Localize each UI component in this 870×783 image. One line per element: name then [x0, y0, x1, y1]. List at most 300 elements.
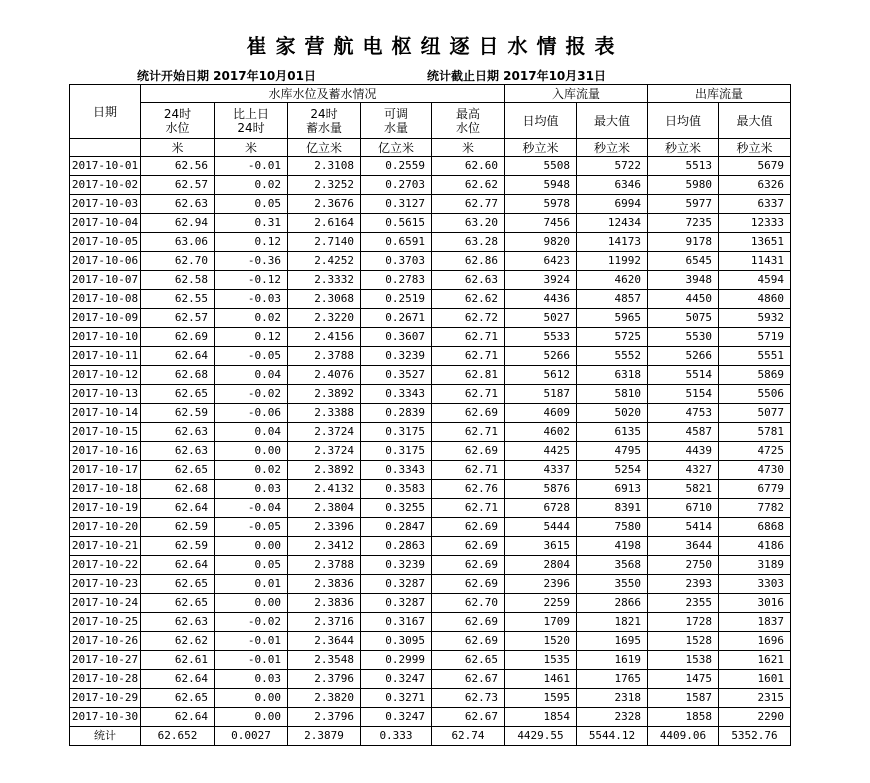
value-cell: 0.333	[361, 727, 432, 746]
date-cell: 2017-10-23	[70, 575, 141, 594]
value-cell: 3644	[648, 537, 719, 556]
value-cell: 1520	[505, 632, 577, 651]
value-cell: 5977	[648, 195, 719, 214]
value-cell: 5781	[719, 423, 791, 442]
value-cell: 4425	[505, 442, 577, 461]
unit-cell: 亿立米	[288, 139, 361, 157]
value-cell: 0.03	[215, 670, 288, 689]
value-cell: 0.0027	[215, 727, 288, 746]
value-cell: 0.2863	[361, 537, 432, 556]
value-cell: 62.61	[141, 651, 215, 670]
value-cell: 6994	[577, 195, 648, 214]
value-cell: 0.3255	[361, 499, 432, 518]
value-cell: 0.3271	[361, 689, 432, 708]
value-cell: 62.62	[432, 290, 505, 309]
value-cell: 3189	[719, 556, 791, 575]
value-cell: 3615	[505, 537, 577, 556]
report-title: 崔家营航电枢纽逐日水情报表	[246, 34, 624, 58]
value-cell: 62.64	[141, 556, 215, 575]
value-cell: 0.2999	[361, 651, 432, 670]
value-cell: 2259	[505, 594, 577, 613]
value-cell: 4450	[648, 290, 719, 309]
value-cell: 5077	[719, 404, 791, 423]
value-cell: 7580	[577, 518, 648, 537]
date-cell: 2017-10-13	[70, 385, 141, 404]
table-row	[70, 670, 791, 689]
value-cell: 62.71	[432, 385, 505, 404]
value-cell: 63.06	[141, 233, 215, 252]
value-cell: 62.57	[141, 309, 215, 328]
value-cell: 3016	[719, 594, 791, 613]
value-cell: 5679	[719, 157, 791, 176]
table-row	[70, 613, 791, 632]
date-cell: 2017-10-18	[70, 480, 141, 499]
value-cell: 7235	[648, 214, 719, 233]
value-cell: 62.64	[141, 347, 215, 366]
value-cell: 2.4132	[288, 480, 361, 499]
table-row	[70, 214, 791, 233]
table-row	[70, 252, 791, 271]
value-cell: 62.76	[432, 480, 505, 499]
date-cell: 2017-10-11	[70, 347, 141, 366]
value-cell: 2.3068	[288, 290, 361, 309]
date-cell: 2017-10-25	[70, 613, 141, 632]
table-row	[70, 556, 791, 575]
value-cell: 62.64	[141, 499, 215, 518]
value-cell: 0.3247	[361, 708, 432, 727]
value-cell: 2.6164	[288, 214, 361, 233]
value-cell: 6913	[577, 480, 648, 499]
value-cell: 5725	[577, 328, 648, 347]
value-cell: 0.00	[215, 537, 288, 556]
value-cell: -0.12	[215, 271, 288, 290]
value-cell: 2.3788	[288, 347, 361, 366]
value-cell: 62.71	[432, 347, 505, 366]
table-row	[70, 404, 791, 423]
value-cell: 4857	[577, 290, 648, 309]
value-cell: 2.3108	[288, 157, 361, 176]
value-cell: 63.28	[432, 233, 505, 252]
header-outflow-group: 出库流量	[648, 85, 791, 103]
value-cell: 1728	[648, 613, 719, 632]
value-cell: -0.03	[215, 290, 288, 309]
value-cell: 2.3716	[288, 613, 361, 632]
value-cell: 3924	[505, 271, 577, 290]
value-cell: 4795	[577, 442, 648, 461]
value-cell: 1858	[648, 708, 719, 727]
value-cell: 5810	[577, 385, 648, 404]
value-cell: 7782	[719, 499, 791, 518]
value-cell: 2.3836	[288, 594, 361, 613]
value-cell: 1854	[505, 708, 577, 727]
value-cell: 0.3239	[361, 347, 432, 366]
value-cell: 62.652	[141, 727, 215, 746]
value-cell: 1821	[577, 613, 648, 632]
table-row	[70, 632, 791, 651]
value-cell: 4860	[719, 290, 791, 309]
date-cell: 2017-10-26	[70, 632, 141, 651]
value-cell: 62.81	[432, 366, 505, 385]
value-cell: 5508	[505, 157, 577, 176]
value-cell: 5530	[648, 328, 719, 347]
value-cell: 62.63	[141, 423, 215, 442]
value-cell: 0.02	[215, 461, 288, 480]
value-cell: 1461	[505, 670, 577, 689]
value-cell: 8391	[577, 499, 648, 518]
value-cell: 0.02	[215, 176, 288, 195]
value-cell: 62.73	[432, 689, 505, 708]
value-cell: 62.62	[432, 176, 505, 195]
date-cell: 2017-10-01	[70, 157, 141, 176]
value-cell: 62.94	[141, 214, 215, 233]
value-cell: 62.63	[141, 613, 215, 632]
value-cell: 2.3644	[288, 632, 361, 651]
value-cell: 6728	[505, 499, 577, 518]
value-cell: 62.68	[141, 366, 215, 385]
table-row	[70, 461, 791, 480]
date-cell: 2017-10-07	[70, 271, 141, 290]
value-cell: 62.70	[141, 252, 215, 271]
value-cell: 0.00	[215, 708, 288, 727]
value-cell: 2393	[648, 575, 719, 594]
value-cell: 5266	[505, 347, 577, 366]
unit-cell: 秒立米	[719, 139, 791, 157]
header-inflow-max: 最大值	[577, 103, 648, 139]
value-cell: 4337	[505, 461, 577, 480]
value-cell: 2.7140	[288, 233, 361, 252]
value-cell: 2355	[648, 594, 719, 613]
value-cell: 2290	[719, 708, 791, 727]
value-cell: 0.6591	[361, 233, 432, 252]
value-cell: 5154	[648, 385, 719, 404]
header-inflow-avg: 日均值	[505, 103, 577, 139]
date-cell: 2017-10-02	[70, 176, 141, 195]
value-cell: 2.3724	[288, 442, 361, 461]
value-cell: 1695	[577, 632, 648, 651]
value-cell: 2.3836	[288, 575, 361, 594]
value-cell: 0.31	[215, 214, 288, 233]
header-inflow-group: 入库流量	[505, 85, 648, 103]
table-row	[70, 689, 791, 708]
value-cell: 1765	[577, 670, 648, 689]
value-cell: 5978	[505, 195, 577, 214]
value-cell: 5266	[648, 347, 719, 366]
value-cell: 5506	[719, 385, 791, 404]
value-cell: 2.4156	[288, 328, 361, 347]
value-cell: 3568	[577, 556, 648, 575]
value-cell: 62.63	[141, 442, 215, 461]
value-cell: 62.58	[141, 271, 215, 290]
value-cell: 62.77	[432, 195, 505, 214]
unit-cell: 秒立米	[505, 139, 577, 157]
value-cell: -0.06	[215, 404, 288, 423]
value-cell: 4327	[648, 461, 719, 480]
value-cell: 1595	[505, 689, 577, 708]
value-cell: 0.03	[215, 480, 288, 499]
unit-cell: 秒立米	[648, 139, 719, 157]
value-cell: 6135	[577, 423, 648, 442]
value-cell: 0.3239	[361, 556, 432, 575]
header-storage: 24时 蓄水量	[288, 103, 361, 139]
value-cell: 1619	[577, 651, 648, 670]
value-cell: 4198	[577, 537, 648, 556]
value-cell: 1837	[719, 613, 791, 632]
value-cell: 62.55	[141, 290, 215, 309]
value-cell: 5544.12	[577, 727, 648, 746]
value-cell: 5948	[505, 176, 577, 195]
value-cell: 2.3676	[288, 195, 361, 214]
value-cell: 2.3396	[288, 518, 361, 537]
value-cell: 62.71	[432, 499, 505, 518]
value-cell: 62.65	[141, 385, 215, 404]
value-cell: 11992	[577, 252, 648, 271]
value-cell: 5187	[505, 385, 577, 404]
table-row	[70, 290, 791, 309]
unit-cell: 米	[432, 139, 505, 157]
value-cell: 5027	[505, 309, 577, 328]
date-cell: 2017-10-10	[70, 328, 141, 347]
date-cell: 2017-10-19	[70, 499, 141, 518]
value-cell: 0.00	[215, 689, 288, 708]
table-row	[70, 537, 791, 556]
date-cell: 2017-10-05	[70, 233, 141, 252]
header-outflow-avg: 日均值	[648, 103, 719, 139]
value-cell: 62.59	[141, 404, 215, 423]
value-cell: 0.2671	[361, 309, 432, 328]
value-cell: 62.65	[432, 651, 505, 670]
value-cell: 5821	[648, 480, 719, 499]
table-row	[70, 195, 791, 214]
value-cell: 4594	[719, 271, 791, 290]
value-cell: 0.2783	[361, 271, 432, 290]
value-cell: 5254	[577, 461, 648, 480]
value-cell: 62.69	[432, 404, 505, 423]
value-cell: 3550	[577, 575, 648, 594]
value-cell: 4587	[648, 423, 719, 442]
value-cell: 0.05	[215, 556, 288, 575]
value-cell: 6710	[648, 499, 719, 518]
value-cell: 62.60	[432, 157, 505, 176]
value-cell: 2750	[648, 556, 719, 575]
value-cell: 5980	[648, 176, 719, 195]
table-row	[70, 347, 791, 366]
date-cell: 2017-10-06	[70, 252, 141, 271]
value-cell: 62.69	[432, 556, 505, 575]
value-cell: 12434	[577, 214, 648, 233]
value-cell: 1696	[719, 632, 791, 651]
value-cell: 5932	[719, 309, 791, 328]
value-cell: 1528	[648, 632, 719, 651]
value-cell: 5020	[577, 404, 648, 423]
value-cell: 4609	[505, 404, 577, 423]
value-cell: 5352.76	[719, 727, 791, 746]
date-cell: 2017-10-09	[70, 309, 141, 328]
value-cell: 1621	[719, 651, 791, 670]
value-cell: 2396	[505, 575, 577, 594]
value-cell: 5414	[648, 518, 719, 537]
value-cell: 2.3796	[288, 670, 361, 689]
value-cell: 4620	[577, 271, 648, 290]
value-cell: 6318	[577, 366, 648, 385]
date-cell: 2017-10-15	[70, 423, 141, 442]
value-cell: 0.3343	[361, 385, 432, 404]
value-cell: 4602	[505, 423, 577, 442]
date-cell: 2017-10-12	[70, 366, 141, 385]
value-cell: 62.64	[141, 670, 215, 689]
value-cell: 62.64	[141, 708, 215, 727]
value-cell: 0.00	[215, 442, 288, 461]
unit-cell: 米	[215, 139, 288, 157]
table-row	[70, 499, 791, 518]
value-cell: 5876	[505, 480, 577, 499]
value-cell: 62.69	[432, 442, 505, 461]
value-cell: 2.3788	[288, 556, 361, 575]
value-cell: -0.02	[215, 385, 288, 404]
date-cell: 2017-10-22	[70, 556, 141, 575]
header-adjustable-volume: 可调 水量	[361, 103, 432, 139]
value-cell: 5552	[577, 347, 648, 366]
value-cell: 62.69	[141, 328, 215, 347]
table-row	[70, 309, 791, 328]
value-cell: 2318	[577, 689, 648, 708]
value-cell: 5965	[577, 309, 648, 328]
unit-spacer	[70, 139, 141, 157]
value-cell: 6337	[719, 195, 791, 214]
value-cell: 4730	[719, 461, 791, 480]
value-cell: 0.00	[215, 594, 288, 613]
date-cell: 2017-10-03	[70, 195, 141, 214]
value-cell: 14173	[577, 233, 648, 252]
date-cell: 2017-10-08	[70, 290, 141, 309]
value-cell: 62.65	[141, 575, 215, 594]
value-cell: 62.69	[432, 632, 505, 651]
value-cell: 11431	[719, 252, 791, 271]
value-cell: 6779	[719, 480, 791, 499]
value-cell: 62.68	[141, 480, 215, 499]
date-cell: 2017-10-30	[70, 708, 141, 727]
value-cell: 13651	[719, 233, 791, 252]
value-cell: 0.5615	[361, 214, 432, 233]
value-cell: 0.2839	[361, 404, 432, 423]
end-date-label: 统计截止日期 2017年10月31日	[427, 69, 606, 83]
value-cell: 0.3343	[361, 461, 432, 480]
value-cell: 5869	[719, 366, 791, 385]
value-cell: 2.4076	[288, 366, 361, 385]
value-cell: 0.02	[215, 309, 288, 328]
unit-cell: 米	[141, 139, 215, 157]
header-reservoir-group: 水库水位及蓄水情况	[141, 85, 505, 103]
value-cell: 62.69	[432, 537, 505, 556]
value-cell: 5075	[648, 309, 719, 328]
unit-cell: 亿立米	[361, 139, 432, 157]
header-date: 日期	[70, 85, 141, 139]
value-cell: 62.65	[141, 594, 215, 613]
value-cell: 62.65	[141, 461, 215, 480]
date-cell: 2017-10-14	[70, 404, 141, 423]
value-cell: -0.36	[215, 252, 288, 271]
value-cell: 4753	[648, 404, 719, 423]
date-cell: 2017-10-27	[70, 651, 141, 670]
date-cell: 2017-10-24	[70, 594, 141, 613]
value-cell: 4725	[719, 442, 791, 461]
table-row	[70, 366, 791, 385]
value-cell: 0.12	[215, 233, 288, 252]
value-cell: 4439	[648, 442, 719, 461]
table-row	[70, 423, 791, 442]
value-cell: 1587	[648, 689, 719, 708]
value-cell: 0.3167	[361, 613, 432, 632]
value-cell: 1709	[505, 613, 577, 632]
value-cell: 2.3388	[288, 404, 361, 423]
value-cell: 7456	[505, 214, 577, 233]
value-cell: 2.3892	[288, 385, 361, 404]
value-cell: 63.20	[432, 214, 505, 233]
value-cell: 5612	[505, 366, 577, 385]
start-date-label: 统计开始日期 2017年10月01日	[137, 69, 316, 83]
value-cell: 1475	[648, 670, 719, 689]
value-cell: -0.02	[215, 613, 288, 632]
value-cell: 3948	[648, 271, 719, 290]
table-row	[70, 385, 791, 404]
value-cell: 0.2519	[361, 290, 432, 309]
value-cell: 9178	[648, 233, 719, 252]
value-cell: 62.56	[141, 157, 215, 176]
table-row	[70, 518, 791, 537]
value-cell: 4409.06	[648, 727, 719, 746]
header-water-level: 24时 水位	[141, 103, 215, 139]
value-cell: 62.69	[432, 518, 505, 537]
value-cell: 62.69	[432, 613, 505, 632]
value-cell: 62.71	[432, 328, 505, 347]
value-cell: -0.01	[215, 157, 288, 176]
value-cell: 0.3127	[361, 195, 432, 214]
value-cell: 6346	[577, 176, 648, 195]
table-row	[70, 176, 791, 195]
date-cell: 2017-10-21	[70, 537, 141, 556]
table-row	[70, 157, 791, 176]
value-cell: 2.3804	[288, 499, 361, 518]
value-cell: 62.71	[432, 461, 505, 480]
value-cell: 2.4252	[288, 252, 361, 271]
value-cell: 2.3820	[288, 689, 361, 708]
value-cell: 0.3175	[361, 423, 432, 442]
value-cell: 62.86	[432, 252, 505, 271]
value-cell: 6423	[505, 252, 577, 271]
value-cell: 2.3252	[288, 176, 361, 195]
value-cell: 62.71	[432, 423, 505, 442]
value-cell: 0.3527	[361, 366, 432, 385]
value-cell: 62.74	[432, 727, 505, 746]
date-cell: 2017-10-28	[70, 670, 141, 689]
value-cell: 0.3703	[361, 252, 432, 271]
value-cell: 9820	[505, 233, 577, 252]
value-cell: 0.2847	[361, 518, 432, 537]
value-cell: 6868	[719, 518, 791, 537]
value-cell: 0.2703	[361, 176, 432, 195]
value-cell: 62.63	[432, 271, 505, 290]
value-cell: 6545	[648, 252, 719, 271]
unit-cell: 秒立米	[577, 139, 648, 157]
header-level-change: 比上日 24时	[215, 103, 288, 139]
table-row	[70, 480, 791, 499]
value-cell: 62.67	[432, 708, 505, 727]
value-cell: 0.3287	[361, 594, 432, 613]
value-cell: 5533	[505, 328, 577, 347]
value-cell: 4436	[505, 290, 577, 309]
water-report-table	[69, 84, 791, 746]
value-cell: 2.3879	[288, 727, 361, 746]
table-row	[70, 328, 791, 347]
